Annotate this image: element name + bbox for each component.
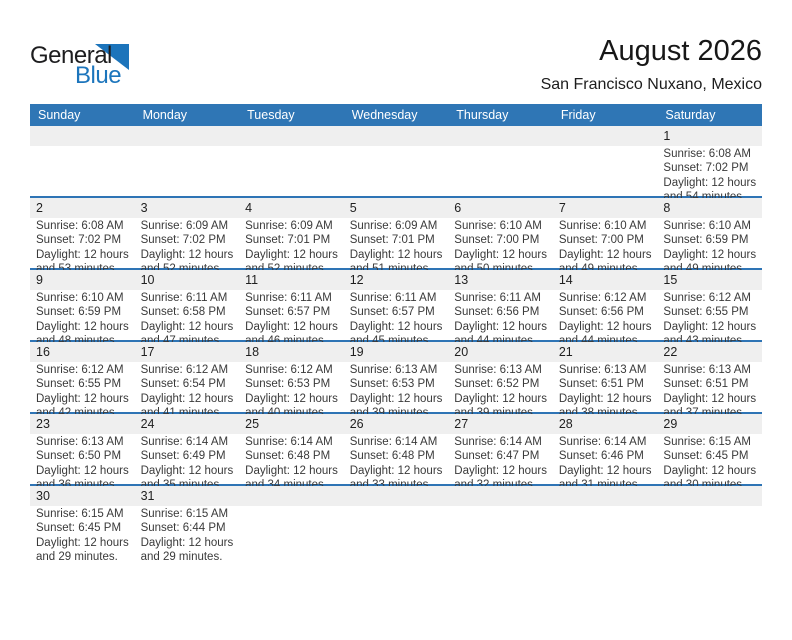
sunset-text: Sunset: 6:57 PM xyxy=(349,306,435,319)
day-cell-3 xyxy=(135,198,240,277)
day-cell-19 xyxy=(344,342,449,421)
page-header xyxy=(30,28,762,100)
empty-day-cell xyxy=(30,126,135,205)
sunset-text: Sunset: 7:02 PM xyxy=(663,162,749,175)
day-cell-7 xyxy=(553,198,658,277)
daylight-hours-text: Daylight: 12 hours xyxy=(663,320,757,333)
day-number: 15 xyxy=(657,270,762,290)
sunset-text: Sunset: 6:51 PM xyxy=(663,378,749,391)
sunset-text: Sunset: 6:58 PM xyxy=(140,306,226,319)
day-number: 5 xyxy=(344,198,449,218)
sunrise-text: Sunrise: 6:10 AM xyxy=(454,220,542,232)
location-subtitle: San Francisco Nuxano, Mexico xyxy=(540,76,762,93)
general-blue-logo xyxy=(30,42,140,92)
day-details xyxy=(135,290,240,349)
sunrise-text: Sunrise: 6:11 AM xyxy=(454,292,542,304)
daylight-hours-text: Daylight: 12 hours xyxy=(454,248,547,261)
day-number: 7 xyxy=(553,198,658,218)
sunrise-text: Sunrise: 6:14 AM xyxy=(558,436,647,448)
weekday-tuesday: Tuesday xyxy=(247,108,295,122)
day-number: 6 xyxy=(448,198,553,218)
empty-day-cell xyxy=(135,126,240,205)
sunrise-text: Sunrise: 6:09 AM xyxy=(349,220,438,232)
day-number xyxy=(135,126,240,146)
daylight-hours-text: Daylight: 12 hours xyxy=(454,464,547,477)
day-number: 9 xyxy=(30,270,135,290)
day-number: 27 xyxy=(448,414,553,434)
day-cell-22 xyxy=(657,342,762,421)
sunset-text: Sunset: 6:56 PM xyxy=(558,306,644,319)
sunset-text: Sunset: 6:50 PM xyxy=(36,450,122,463)
day-cell-25 xyxy=(239,414,344,493)
sunset-text: Sunset: 7:00 PM xyxy=(454,234,540,247)
day-number xyxy=(344,126,449,146)
day-number xyxy=(239,486,344,506)
sunrise-text: Sunrise: 6:12 AM xyxy=(36,364,124,376)
day-cell-18 xyxy=(239,342,344,421)
day-cell-8 xyxy=(657,198,762,277)
sunset-text: Sunset: 6:54 PM xyxy=(140,378,226,391)
weekday-friday: Friday xyxy=(560,108,596,122)
sunrise-text: Sunrise: 6:11 AM xyxy=(140,292,228,304)
daylight-hours-text: Daylight: 12 hours xyxy=(558,464,652,477)
day-number: 3 xyxy=(135,198,240,218)
day-details xyxy=(657,146,762,205)
day-cell-5 xyxy=(344,198,449,277)
sunrise-text: Sunrise: 6:13 AM xyxy=(454,364,542,376)
sunrise-text: Sunrise: 6:11 AM xyxy=(349,292,437,304)
day-number: 1 xyxy=(657,126,762,146)
page-title: August 2026 xyxy=(599,35,762,67)
calendar-grid xyxy=(30,126,762,564)
day-cell-11 xyxy=(239,270,344,349)
daylight-hours-text: Daylight: 12 hours xyxy=(36,248,129,261)
weekday-monday: Monday xyxy=(142,108,188,122)
day-number: 10 xyxy=(135,270,240,290)
sunset-text: Sunset: 6:45 PM xyxy=(36,522,122,535)
day-details xyxy=(30,506,135,565)
sunrise-text: Sunrise: 6:10 AM xyxy=(558,220,647,232)
daylight-hours-text: Daylight: 12 hours xyxy=(558,392,652,405)
day-details xyxy=(657,290,762,349)
day-details xyxy=(239,146,344,147)
day-details xyxy=(135,434,240,493)
daylight-hours-text: Daylight: 12 hours xyxy=(245,248,338,261)
day-details xyxy=(448,506,553,507)
daylight-hours-text: Daylight: 12 hours xyxy=(245,392,338,405)
sunset-text: Sunset: 6:52 PM xyxy=(454,378,540,391)
day-number xyxy=(448,486,553,506)
day-number: 2 xyxy=(30,198,135,218)
day-number: 22 xyxy=(657,342,762,362)
weekday-saturday: Saturday xyxy=(665,108,716,122)
day-number xyxy=(30,126,135,146)
day-details xyxy=(553,362,658,421)
daylight-hours-text: Daylight: 12 hours xyxy=(349,248,443,261)
day-number xyxy=(448,126,553,146)
daylight-hours-text: Daylight: 12 hours xyxy=(349,320,443,333)
day-details xyxy=(135,506,240,565)
daylight-hours-text: Daylight: 12 hours xyxy=(454,320,547,333)
sunset-text: Sunset: 6:59 PM xyxy=(36,306,122,319)
day-details xyxy=(553,146,658,147)
empty-day-cell xyxy=(344,126,449,205)
day-number: 8 xyxy=(657,198,762,218)
sunset-text: Sunset: 6:44 PM xyxy=(140,522,226,535)
sunset-text: Sunset: 6:48 PM xyxy=(349,450,435,463)
day-details xyxy=(30,434,135,493)
day-details xyxy=(344,218,449,277)
day-details xyxy=(30,362,135,421)
sunset-text: Sunset: 6:51 PM xyxy=(558,378,644,391)
day-cell-28 xyxy=(553,414,658,493)
sunset-text: Sunset: 6:47 PM xyxy=(454,450,540,463)
day-number: 19 xyxy=(344,342,449,362)
sunrise-text: Sunrise: 6:10 AM xyxy=(36,292,124,304)
sunrise-text: Sunrise: 6:15 AM xyxy=(36,508,124,520)
day-number: 14 xyxy=(553,270,658,290)
week-row-6 xyxy=(30,486,762,564)
empty-day-cell xyxy=(553,126,658,205)
day-number: 17 xyxy=(135,342,240,362)
daylight-hours-text: Daylight: 12 hours xyxy=(663,248,757,261)
day-number xyxy=(344,486,449,506)
day-details xyxy=(448,146,553,147)
sunrise-text: Sunrise: 6:13 AM xyxy=(558,364,647,376)
sunrise-text: Sunrise: 6:12 AM xyxy=(140,364,229,376)
day-cell-27 xyxy=(448,414,553,493)
day-details xyxy=(448,434,553,493)
day-number: 24 xyxy=(135,414,240,434)
day-cell-29 xyxy=(657,414,762,493)
day-cell-15 xyxy=(657,270,762,349)
week-row-2 xyxy=(30,198,762,270)
sunset-text: Sunset: 6:46 PM xyxy=(558,450,644,463)
day-cell-31 xyxy=(135,486,240,565)
logo-text-general: General xyxy=(30,42,112,69)
week-row-3 xyxy=(30,270,762,342)
daylight-hours-text: Daylight: 12 hours xyxy=(663,464,757,477)
day-number: 20 xyxy=(448,342,553,362)
day-cell-6 xyxy=(448,198,553,277)
sunset-text: Sunset: 6:57 PM xyxy=(245,306,331,319)
day-details xyxy=(553,506,658,507)
sunrise-text: Sunrise: 6:08 AM xyxy=(36,220,124,232)
day-details xyxy=(239,362,344,421)
sunrise-text: Sunrise: 6:15 AM xyxy=(140,508,229,520)
sunrise-text: Sunrise: 6:09 AM xyxy=(140,220,229,232)
day-details xyxy=(657,506,762,507)
empty-day-cell xyxy=(657,486,762,565)
sunrise-text: Sunrise: 6:11 AM xyxy=(245,292,332,304)
day-number: 28 xyxy=(553,414,658,434)
day-cell-23 xyxy=(30,414,135,493)
day-details xyxy=(553,218,658,277)
day-number: 12 xyxy=(344,270,449,290)
daylight-hours-text: Daylight: 12 hours xyxy=(36,464,129,477)
day-details xyxy=(344,290,449,349)
day-details xyxy=(30,146,135,147)
day-details xyxy=(344,506,449,507)
week-row-1 xyxy=(30,126,762,198)
sunrise-text: Sunrise: 6:12 AM xyxy=(558,292,647,304)
week-row-5 xyxy=(30,414,762,486)
sunset-text: Sunset: 6:45 PM xyxy=(663,450,749,463)
sunrise-text: Sunrise: 6:14 AM xyxy=(140,436,229,448)
calendar xyxy=(30,104,762,564)
daylight-hours-text: Daylight: 12 hours xyxy=(663,176,757,189)
day-details xyxy=(135,362,240,421)
empty-day-cell xyxy=(344,486,449,565)
day-number: 16 xyxy=(30,342,135,362)
weekday-wednesday: Wednesday xyxy=(351,108,418,122)
daylight-hours-text: Daylight: 12 hours xyxy=(140,536,234,549)
day-number xyxy=(553,126,658,146)
day-number: 25 xyxy=(239,414,344,434)
day-details xyxy=(344,362,449,421)
sunset-text: Sunset: 6:55 PM xyxy=(663,306,749,319)
day-cell-17 xyxy=(135,342,240,421)
sunrise-text: Sunrise: 6:09 AM xyxy=(245,220,333,232)
day-details xyxy=(553,290,658,349)
empty-day-cell xyxy=(239,126,344,205)
daylight-hours-text: Daylight: 12 hours xyxy=(140,392,234,405)
day-number xyxy=(553,486,658,506)
sunrise-text: Sunrise: 6:12 AM xyxy=(245,364,333,376)
daylight-hours-text: Daylight: 12 hours xyxy=(140,248,234,261)
day-number xyxy=(239,126,344,146)
sunset-text: Sunset: 7:01 PM xyxy=(245,234,331,247)
day-details xyxy=(448,362,553,421)
title-block xyxy=(541,34,762,94)
daylight-hours-text: Daylight: 12 hours xyxy=(140,320,234,333)
day-details xyxy=(344,434,449,493)
daylight-hours-text: Daylight: 12 hours xyxy=(36,320,129,333)
day-number: 23 xyxy=(30,414,135,434)
empty-day-cell xyxy=(239,486,344,565)
day-number: 21 xyxy=(553,342,658,362)
weekday-sunday: Sunday xyxy=(38,108,81,122)
day-details xyxy=(448,290,553,349)
sunset-text: Sunset: 6:49 PM xyxy=(140,450,226,463)
sunset-text: Sunset: 7:02 PM xyxy=(36,234,122,247)
sunrise-text: Sunrise: 6:12 AM xyxy=(663,292,751,304)
day-cell-24 xyxy=(135,414,240,493)
daylight-hours-text: Daylight: 12 hours xyxy=(245,464,338,477)
day-details xyxy=(239,434,344,493)
day-cell-12 xyxy=(344,270,449,349)
empty-day-cell xyxy=(553,486,658,565)
sunset-text: Sunset: 6:53 PM xyxy=(245,378,331,391)
sunrise-text: Sunrise: 6:14 AM xyxy=(454,436,542,448)
day-details xyxy=(657,434,762,493)
daylight-hours-text: Daylight: 12 hours xyxy=(349,464,443,477)
daylight-hours-text: Daylight: 12 hours xyxy=(349,392,443,405)
sunrise-text: Sunrise: 6:13 AM xyxy=(36,436,124,448)
sunset-text: Sunset: 7:02 PM xyxy=(140,234,226,247)
day-details xyxy=(657,362,762,421)
daylight-hours-text: Daylight: 12 hours xyxy=(36,536,129,549)
day-cell-21 xyxy=(553,342,658,421)
daylight-minutes-text: and 29 minutes. xyxy=(140,551,223,564)
sunrise-text: Sunrise: 6:14 AM xyxy=(245,436,333,448)
day-details xyxy=(135,218,240,277)
day-details xyxy=(448,218,553,277)
sunset-text: Sunset: 7:00 PM xyxy=(558,234,644,247)
day-number: 29 xyxy=(657,414,762,434)
day-details xyxy=(239,506,344,507)
sunset-text: Sunset: 6:55 PM xyxy=(36,378,122,391)
week-row-4 xyxy=(30,342,762,414)
day-number: 26 xyxy=(344,414,449,434)
day-details xyxy=(657,218,762,277)
empty-day-cell xyxy=(448,126,553,205)
day-details xyxy=(553,434,658,493)
daylight-hours-text: Daylight: 12 hours xyxy=(663,392,757,405)
weekday-header-row xyxy=(30,104,762,126)
day-cell-20 xyxy=(448,342,553,421)
day-number: 31 xyxy=(135,486,240,506)
daylight-hours-text: Daylight: 12 hours xyxy=(36,392,129,405)
weekday-thursday: Thursday xyxy=(456,108,509,122)
sunset-text: Sunset: 7:01 PM xyxy=(349,234,435,247)
daylight-hours-text: Daylight: 12 hours xyxy=(245,320,338,333)
sunrise-text: Sunrise: 6:15 AM xyxy=(663,436,751,448)
day-cell-14 xyxy=(553,270,658,349)
sunrise-text: Sunrise: 6:14 AM xyxy=(349,436,438,448)
day-details xyxy=(135,146,240,147)
day-cell-16 xyxy=(30,342,135,421)
sunrise-text: Sunrise: 6:13 AM xyxy=(349,364,438,376)
sunset-text: Sunset: 6:53 PM xyxy=(349,378,435,391)
day-number: 4 xyxy=(239,198,344,218)
sunrise-text: Sunrise: 6:08 AM xyxy=(663,148,751,160)
day-number: 13 xyxy=(448,270,553,290)
daylight-hours-text: Daylight: 12 hours xyxy=(558,248,652,261)
day-details xyxy=(239,290,344,349)
day-cell-4 xyxy=(239,198,344,277)
daylight-hours-text: Daylight: 12 hours xyxy=(558,320,652,333)
day-cell-13 xyxy=(448,270,553,349)
day-number: 18 xyxy=(239,342,344,362)
day-cell-1 xyxy=(657,126,762,205)
day-cell-2 xyxy=(30,198,135,277)
daylight-minutes-text: and 29 minutes. xyxy=(36,551,118,564)
sunrise-text: Sunrise: 6:10 AM xyxy=(663,220,751,232)
day-details xyxy=(344,146,449,147)
day-cell-9 xyxy=(30,270,135,349)
sunset-text: Sunset: 6:56 PM xyxy=(454,306,540,319)
logo-text-blue: Blue xyxy=(75,62,122,89)
day-details xyxy=(30,290,135,349)
sunrise-text: Sunrise: 6:13 AM xyxy=(663,364,751,376)
day-number: 30 xyxy=(30,486,135,506)
day-details xyxy=(30,218,135,277)
day-number: 11 xyxy=(239,270,344,290)
daylight-hours-text: Daylight: 12 hours xyxy=(454,392,547,405)
day-cell-26 xyxy=(344,414,449,493)
empty-day-cell xyxy=(448,486,553,565)
day-details xyxy=(239,218,344,277)
day-cell-10 xyxy=(135,270,240,349)
day-cell-30 xyxy=(30,486,135,565)
calendar-page xyxy=(0,28,792,640)
sunset-text: Sunset: 6:59 PM xyxy=(663,234,749,247)
sunset-text: Sunset: 6:48 PM xyxy=(245,450,331,463)
daylight-hours-text: Daylight: 12 hours xyxy=(140,464,234,477)
day-number xyxy=(657,486,762,506)
